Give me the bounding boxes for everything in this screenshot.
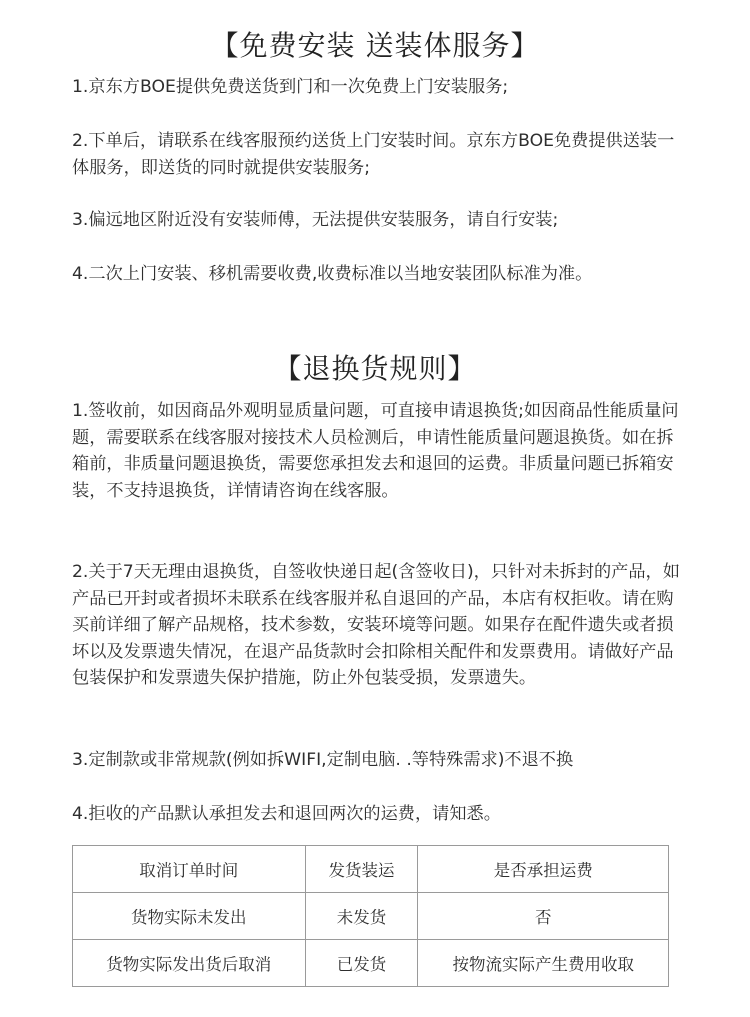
return-rule-1: 1.签收前，如因商品外观明显质量问题，可直接申请退换货;如因商品性能质量问题，需要联系在线客服对接技术人员检测后，申请性能质量问题退换货。如在拆箱前，非质量问题退换货，需要您承担发去和退回的运费。非质量问题已拆箱安装，不支持退换货，详情请咨询在线客服。 bbox=[72, 401, 679, 501]
return-rule-4: 4.拒收的产品默认承担发去和退回两次的运费，请知悉。 bbox=[72, 804, 501, 824]
service-item-2: 2.下单后，请联系在线客服预约送货上门安装时间。京东方BOE免费提供送装一体服务，即送货的同时就提供安装服务; bbox=[72, 131, 675, 178]
table-row bbox=[73, 893, 669, 940]
service-item-4: 4.二次上门安装、移机需要收费,收费标准以当地安装团队标准为准。 bbox=[72, 264, 593, 284]
shipping-cost-table bbox=[72, 845, 669, 987]
table-row bbox=[73, 940, 669, 987]
table-cell: 货物实际发出货后取消 bbox=[73, 940, 306, 987]
table-header-cell: 发货装运 bbox=[305, 846, 418, 893]
table-cell: 按物流实际产生费用收取 bbox=[418, 940, 669, 987]
section1-title: 【免费安装 送装体服务】 bbox=[210, 29, 540, 62]
return-rule-3: 3.定制款或非常规款(例如拆WIFI,定制电脑. .等特殊需求)不退不换 bbox=[72, 750, 574, 770]
service-item-1: 1.京东方BOE提供免费送货到门和一次免费上门安装服务; bbox=[72, 77, 509, 97]
table-cell: 未发货 bbox=[305, 893, 418, 940]
table-header-cell: 取消订单时间 bbox=[73, 846, 306, 893]
section2-title: 【退换货规则】 bbox=[273, 352, 477, 385]
table-cell: 否 bbox=[418, 893, 669, 940]
service-item-3: 3.偏远地区附近没有安装师傅，无法提供安装服务，请自行安装; bbox=[72, 210, 559, 230]
table-cell: 货物实际未发出 bbox=[73, 893, 306, 940]
table-header-cell: 是否承担运费 bbox=[418, 846, 669, 893]
table-cell: 已发货 bbox=[305, 940, 418, 987]
return-rule-2: 2.关于7天无理由退换货，自签收快递日起(含签收日)，只针对未拆封的产品，如产品已开封或者损坏未联系在线客服并私自退回的产品，本店有权拒收。请在购买前详细了解产品规格，技术参数，安装环境等问题。如果存在配件遗失或者损坏以及发票遗失情况，在退产品货款时会扣除相关配件和发票费用。请做好产品包装保护和发票遗失保护措施，防止外包装受损，发票遗失。 bbox=[72, 562, 680, 688]
table-header-row bbox=[73, 846, 669, 893]
